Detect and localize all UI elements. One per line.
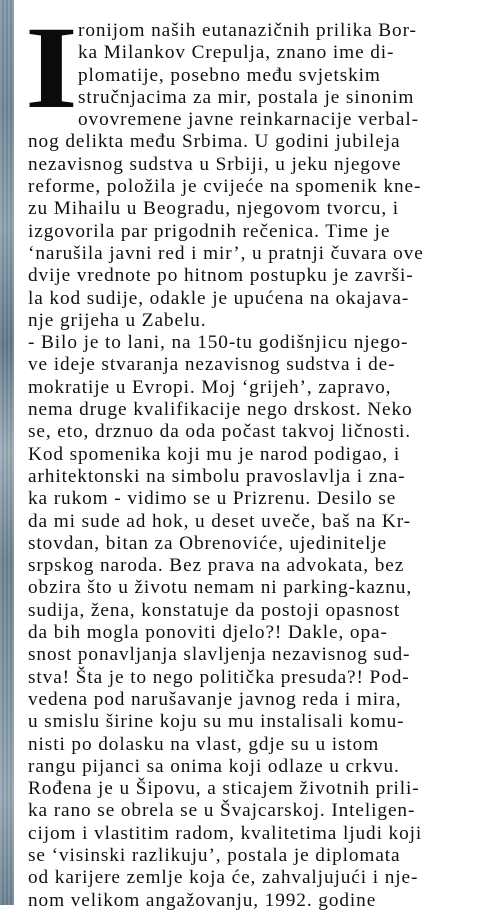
text-line: da bih mogla ponoviti djelo?! Dakle, opa- xyxy=(28,622,388,644)
text-line: nezavisnog sudstva u Srbiji, u jeku njegove xyxy=(28,153,402,175)
text-line: mokratije u Evropi. Moj ‘grijeh’, zapravo, xyxy=(28,376,392,398)
text-line: plomatije, posebno među svjetskim xyxy=(78,64,381,86)
text-line: ovovremene javne reinkarnacije verbal- xyxy=(78,109,419,131)
text-line: nog delikta među Srbima. U godini jubileja xyxy=(28,131,401,153)
text-line: ka rukom - vidimo se u Prizrenu. Desilo se xyxy=(28,488,397,510)
text-line: stva! Šta je to nego politička presuda?! Pod- xyxy=(28,666,410,688)
text-line: se, eto, drznuo da oda počast takvoj ličnosti. xyxy=(28,421,412,443)
text-line: zu Mihailu u Beogradu, njegovom tvorcu, i xyxy=(28,198,400,220)
text-line: nje grijeha u Zabelu. xyxy=(28,309,207,331)
article-column xyxy=(25,2,471,912)
text-line: stovdan, bitan za Obrenoviće, ujedinitelje xyxy=(28,532,388,554)
text-line: ka Milankov Crepulja, znano ime di- xyxy=(78,42,395,64)
text-line: se ‘visinski razlikuju’, postala je diplomata xyxy=(28,844,401,866)
text-line: cijom i vlastitim radom, kvalitetima ljudi koji xyxy=(28,822,423,844)
text-line: nisti po dolasku na vlast, gdje su u istom xyxy=(28,733,380,755)
text-line: Kod spomenika koji mu je narod podigao, i xyxy=(28,443,401,465)
text-line: nom velikom angažovanju, 1992. godine xyxy=(28,889,377,911)
text-line: obzira što u životu nemam ni parking-kaznu, xyxy=(28,577,413,599)
drop-cap xyxy=(25,2,78,133)
text-line: srpskog naroda. Bez prava na advokata, bez xyxy=(28,555,405,577)
article-text xyxy=(28,20,471,912)
text-line: snost ponavljanja slavljenja nezavisnog sud- xyxy=(28,644,411,666)
text-line: nema druge kvalifikacije nego drskost. Neko xyxy=(28,399,413,421)
photo-edge-strip xyxy=(0,0,14,905)
drop-cap-letter: I xyxy=(25,2,78,133)
text-line: u smislu širine koju su mu instalisali komu- xyxy=(28,711,405,733)
text-line: rangu pijanci sa onima koji odlaze u crkvu. xyxy=(28,755,400,777)
text-line: arhitektonski na simbolu pravoslavlja i zna- xyxy=(28,465,406,487)
text-line: ve ideje stvaranja nezavisnog sudstva i de- xyxy=(28,354,396,376)
text-line: - Bilo je to lani, na 150-tu godišnjicu njego- xyxy=(28,332,409,354)
text-line: od karijere zemlje koja će, zahvaljujući i nje- xyxy=(28,867,419,889)
text-line: dvije vrednote po hitnom postupku je završi- xyxy=(28,265,414,287)
text-line: Rođena je u Šipovu, a sticajem životnih prili- xyxy=(28,778,420,800)
text-line: ‘narušila javni red i mir’, u pratnji čuvara ove xyxy=(28,242,424,264)
text-line: ka rano se obrela se u Švajcarskoj. Inteligen- xyxy=(28,800,416,822)
text-line: reforme, položila je cvijeće na spomenik kne- xyxy=(28,176,422,198)
text-line: ronijom naših eutanazičnih prilika Bor- xyxy=(78,20,417,41)
text-line: la kod sudije, odakle je upućena na okajava- xyxy=(28,287,410,309)
text-line: da mi sude ad hok, u deset uveče, baš na Kr- xyxy=(28,510,411,532)
text-line: vedena pod narušavanje javnog reda i mira, xyxy=(28,688,402,710)
text-line: izgovorila par prigodnih rečenica. Time je xyxy=(28,220,391,242)
text-line: stručnjacima za mir, postala je sinonim xyxy=(78,86,415,108)
text-line: sudija, žena, konstatuje da postoji opasnost xyxy=(28,599,401,621)
